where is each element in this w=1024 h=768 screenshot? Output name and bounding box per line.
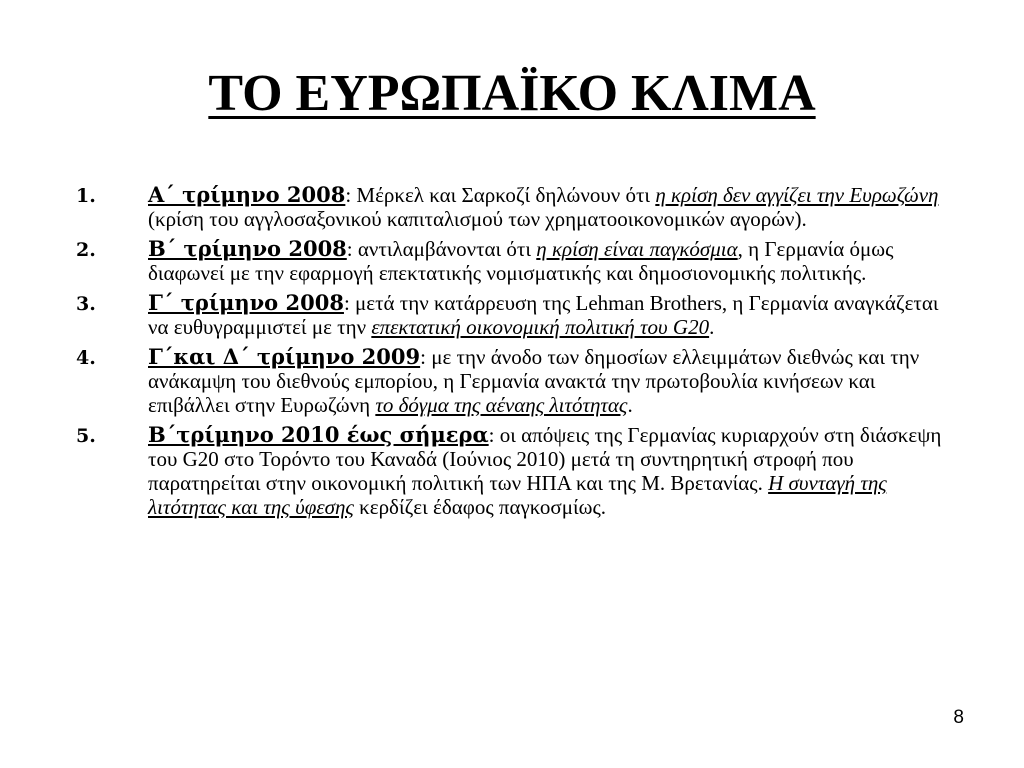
list-item — [76, 291, 956, 339]
emphasis-text: το δόγμα της αέναης λιτότητας — [375, 393, 628, 417]
emphasis-text: επεκτατική οικονομική πολιτική του G20 — [371, 315, 710, 339]
item-text: : αντιλαμβάνονται ότι — [346, 237, 537, 261]
slide-title: ΤΟ ΕΥΡΩΠΑΪΚΟ ΚΛΙΜΑ — [208, 65, 816, 122]
item-text: : με την άνοδο των δημοσίων ελλειμμάτων διεθνώς και την ανάκαμψη του διεθνούς εμπορίου, η Γερμανία ανακτά την πρωτοβουλία κινήσεων και επιβάλλει στην Ευρωζώνη — [148, 345, 920, 417]
list-item — [76, 237, 956, 285]
list-item — [76, 423, 956, 519]
item-text: . — [709, 315, 715, 339]
period-label: Γ΄ τρίμηνο 2008 — [148, 290, 344, 315]
item-text: , η Γερμανία όμως διαφωνεί με την εφαρμογή επεκτατικής νομισματικής και δημοσιονομικής πολιτικής. — [148, 237, 894, 285]
period-label: Β΄τρίμηνο 2010 έως σήμερα — [148, 422, 489, 447]
period-label: Β΄ τρίμηνο 2008 — [148, 236, 347, 261]
timeline-list — [76, 183, 956, 525]
item-number: 3. — [76, 293, 96, 315]
item-text: : Μέρκελ και Σαρκοζί δηλώνουν ότι — [345, 183, 656, 207]
emphasis-text: η κρίση δεν αγγίζει την Ευρωζώνη — [655, 183, 939, 207]
item-text: : μετά την κατάρρευση της Lehman Brothers, η Γερμανία αναγκάζεται να ευθυγραμμιστεί με την — [148, 291, 939, 339]
item-text: : οι απόψεις της Γερμανίας κυριαρχούν στη διάσκεψη του G20 στο Τορόντο του Καναδά (Ιούνιος 2010) μετά τη συντηρητική στροφή που παρατηρείται στην οικονομική πολιτική των ΗΠΑ και της Μ. Βρετανίας. — [148, 423, 942, 495]
item-number: 2. — [76, 239, 96, 261]
item-number: 1. — [76, 185, 96, 207]
item-text: (κρίση του αγγλοσαξονικού καπιταλισμού των χρηματοοικονομικών αγορών). — [148, 207, 807, 231]
period-label: Γ΄και Δ΄ τρίμηνο 2009 — [148, 344, 421, 369]
period-label: Α΄ τρίμηνο 2008 — [148, 182, 346, 207]
emphasis-text: Η συνταγή της λιτότητας και της ύφεσης — [148, 471, 887, 519]
item-number: 4. — [76, 347, 96, 369]
item-text: κερδίζει έδαφος παγκοσμίως. — [353, 495, 607, 519]
list-item — [76, 345, 956, 417]
list-item — [76, 183, 956, 231]
item-text: . — [627, 393, 633, 417]
emphasis-text: η κρίση είναι παγκόσμια — [536, 237, 738, 261]
page-number: 8 — [953, 707, 964, 728]
item-number: 5. — [76, 425, 96, 447]
